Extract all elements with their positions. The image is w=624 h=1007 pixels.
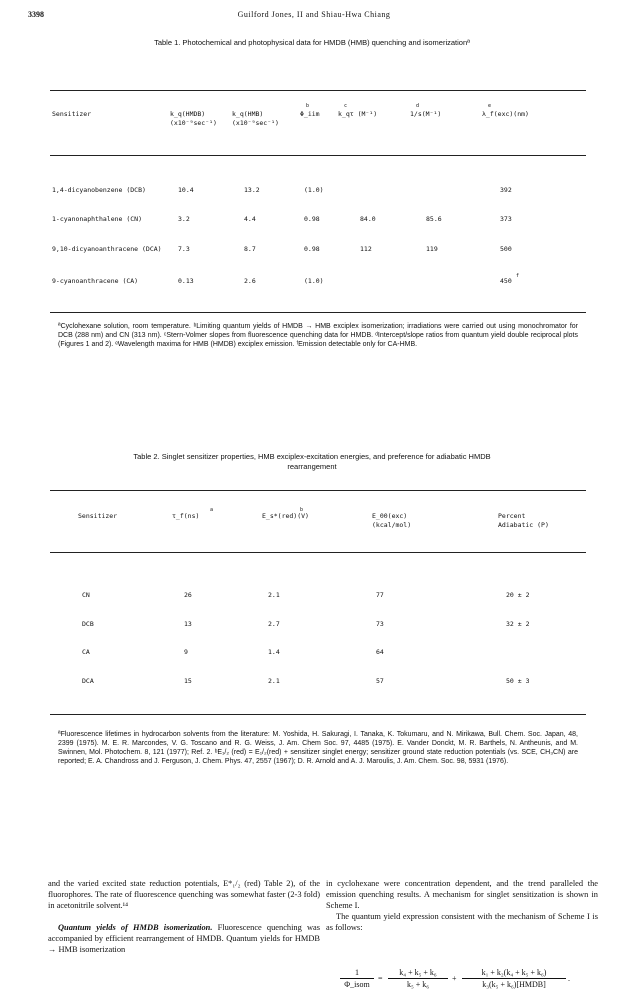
t1-cell-sensitizer: 9-cyanoanthracene (CA) <box>52 277 139 285</box>
t2-cell-e00: 64 <box>376 648 384 656</box>
t1-cell-sensitizer: 1,4-dicyanobenzene (DCB) <box>52 186 146 194</box>
equation-equals: = <box>378 974 383 983</box>
t1-cell-inv_s: 119 <box>426 245 438 253</box>
equation-fraction-2-numerator: k₁ + k₂(k₄ + k₅ + k₆) <box>462 968 566 979</box>
running-head: Guilford Jones, II and Shiau-Hwa Chiang <box>237 10 391 19</box>
table2-caption-line1: Table 2. Singlet sensitizer properties, HMB exciplex-excitation energies, and preference for adiabatic HMDB <box>133 452 491 461</box>
t2-cell-percent: 32 ± 2 <box>506 620 530 628</box>
t1-column-header-footnote-mark: b <box>306 103 310 109</box>
t1-column-header: Φ_iim <box>300 110 320 118</box>
t1-cell-sensitizer: 1-cyanonaphthalene (CN) <box>52 215 143 223</box>
t1-column-header: Sensitizer <box>52 110 92 118</box>
page-header <box>28 10 600 24</box>
t1-cell-phi: 0.98 <box>304 215 320 223</box>
body-column-right <box>326 878 598 933</box>
t1-column-header: λ_f(exc)(nm) <box>482 110 529 118</box>
t1-column-header-mark <box>344 102 347 113</box>
table2-caption <box>60 452 564 472</box>
t1-column-header-line2: (x10⁻⁹sec⁻¹) <box>170 119 217 127</box>
t1-cell-phi: (1.0) <box>304 186 324 194</box>
t2-cell-sensitizer: DCA <box>82 677 94 685</box>
table1-top-rule <box>50 90 586 91</box>
t2-column-header-mark: b <box>300 507 304 513</box>
t1-cell-kq_hmdb: 3.2 <box>178 215 190 223</box>
t1-cell-kq_hmb: 4.4 <box>244 215 256 223</box>
t1-cell-kq_hmb: 2.6 <box>244 277 256 285</box>
t2-cell-e_red: 2.1 <box>268 677 280 685</box>
t1-cell-phi: 0.98 <box>304 245 320 253</box>
t1-cell-kqtau: 112 <box>360 245 372 253</box>
table2-header-rule <box>50 552 586 553</box>
t2-column-header: Sensitizer <box>78 512 118 520</box>
table1-footnote: ªCyclohexane solution, room temperature. ᵇLimiting quantum yields of HMDB → HMB exciplex isomerization; irradiations were carried out using monochromator for DCB (288 nm) and CN (313 nm). ᶜStern-Volmer slopes from fluorescence quenching data for HMDB. ᵈIntercept/slope ratios from quantum yield double reciprocal plots (Figures 1 and 2). ᵉWavelength maxima for HMB (HMDB) exciplex emission. ᶠEmission detectable only for CA-HMB. <box>58 323 578 348</box>
t1-cell-phi: (1.0) <box>304 277 324 285</box>
t1-column-header-mark <box>306 102 309 113</box>
t2-column-header: τ_f(ns) <box>172 512 200 520</box>
t2-cell-e_red: 2.7 <box>268 620 280 628</box>
table2-caption-line2: rearrangement <box>287 462 337 471</box>
t1-column-header: k_q(HMB) <box>232 110 264 118</box>
t2-column-header-line2: Adiabatic (P) <box>498 521 549 529</box>
t1-column-header: k_q(HMDB) <box>170 110 206 118</box>
body-paragraph-text: Fluorescence quenching was accompanied by efficient rearrangement of HMDB. Quantum yields for HMDB → HMB isomerization <box>48 923 320 954</box>
t1-cell-lambda: 500 <box>500 245 512 253</box>
table2-bottom-rule <box>50 714 586 715</box>
t1-cell-lambda: 450 <box>500 277 512 285</box>
t2-cell-tau: 15 <box>184 677 192 685</box>
body-paragraph: in cyclohexane were concentration dependent, and the trend paralleled the emission quenching results. A mechanism for singlet sensitization is shown in Scheme I. <box>326 879 598 910</box>
t2-cell-tau: 13 <box>184 620 192 628</box>
table1-header-rule <box>50 155 586 156</box>
body-paragraph: The quantum yield expression consistent with the mechanism of Scheme I is as follows: <box>326 912 598 932</box>
t1-column-header-footnote-mark: d <box>416 103 420 109</box>
table1-bottom-rule <box>50 312 586 313</box>
t1-column-header: k_qτ (M⁻¹) <box>338 110 378 118</box>
t2-cell-sensitizer: CN <box>82 591 90 599</box>
t2-cell-tau: 26 <box>184 591 192 599</box>
t2-column-header-mark: a <box>210 507 214 513</box>
body-column-left <box>48 878 320 955</box>
equation-lhs <box>340 968 374 989</box>
equation-fraction-1 <box>388 968 448 989</box>
page-number: 3398 <box>28 10 44 19</box>
t1-cell-lambda: 373 <box>500 215 512 223</box>
t1-cell-kq_hmb: 8.7 <box>244 245 256 253</box>
table2-top-rule <box>50 490 586 491</box>
t1-cell-kq_hmdb: 7.3 <box>178 245 190 253</box>
t1-cell-lambda: 392 <box>500 186 512 194</box>
t2-cell-e00: 57 <box>376 677 384 685</box>
t1-cell-kqtau: 84.0 <box>360 215 376 223</box>
t1-cell-kq_hmb: 13.2 <box>244 186 260 194</box>
section-run-in-heading: Quantum yields of HMDB isomerization. <box>58 923 213 932</box>
equation-fraction-2 <box>462 968 566 989</box>
equation-lhs-numerator: 1 <box>340 968 374 979</box>
t2-cell-e_red: 2.1 <box>268 591 280 599</box>
table2-footnote: ªFluorescence lifetimes in hydrocarbon solvents from the literature: M. Yoshida, H. Sakuragi, I. Tanaka, K. Tokumaru, and N. Mirikawa, Bull. Chem. Soc. Japan, 48, 2399 (1975). M. E. R. Marcondes, V. G. Toscano and R. G. Weiss, J. Am. Chem Soc. 97, 4485 (1975). E. Vander Donckt, M. R. Barthels, N. Antheunis, and M. Swinnen, Mol. Photochem. 8, 121 (1977); Ref. 2. ᵇE₁/₂ (red) = E₁/₂(red) + sensitizer singlet energy; sensitizer ground state reduction potentials (vs. SCE, CH₃CN) are reported; E. A. Chandross and J. Ferguson, J. Chem. Phys. 47, 2557 (1967); D. R. Arnold and A. J. Maroulis, J. Am. Chem. Soc. 98, 5931 (1976). <box>58 731 578 765</box>
t2-cell-e00: 77 <box>376 591 384 599</box>
t2-cell-sensitizer: CA <box>82 648 90 656</box>
equation-period: . <box>568 974 570 983</box>
t2-cell-e_red: 1.4 <box>268 648 280 656</box>
quantum-yield-equation <box>340 968 612 996</box>
t1-column-header: 1/s(M⁻¹) <box>410 110 442 118</box>
table1-caption: Table 1. Photochemical and photophysical data for HMDB (HMB) quenching and isomerizationª <box>154 38 470 47</box>
t2-cell-e00: 73 <box>376 620 384 628</box>
t1-lambda-footnote-mark: f <box>516 273 520 279</box>
equation-lhs-denominator: Φ_isom <box>344 980 370 989</box>
t2-column-header: E_00(exc) <box>372 512 408 520</box>
body-paragraph: and the varied excited state reduction potentials, E*₁/₂ (red) Table 2), of the fluorophores. The rate of fluorescence quenching was somewhat faster (2-3 fold) in acetonitrile solvent.¹⁴ <box>48 879 320 910</box>
equation-fraction-1-denominator: k₅ + k₆ <box>406 980 430 989</box>
body-paragraph-quantum-yields <box>48 922 320 955</box>
equation-fraction-1-numerator: k₄ + k₅ + k₆ <box>388 968 448 979</box>
equation-fraction-2-denominator: k₃(k₅ + k₆)[HMDB] <box>482 980 546 989</box>
t1-cell-kq_hmdb: 0.13 <box>178 277 194 285</box>
t1-cell-sensitizer: 9,10-dicyanoanthracene (DCA) <box>52 245 162 253</box>
t1-column-header-footnote-mark: e <box>488 103 492 109</box>
t2-cell-tau: 9 <box>184 648 188 656</box>
t2-cell-percent: 20 ± 2 <box>506 591 530 599</box>
t1-cell-kq_hmdb: 10.4 <box>178 186 194 194</box>
t1-column-header-line2: (x10⁻⁹sec⁻¹) <box>232 119 279 127</box>
t1-cell-inv_s: 85.6 <box>426 215 442 223</box>
t2-column-header: E_s*(red)(V) <box>262 512 309 520</box>
t2-column-header: Percent <box>498 512 526 520</box>
t2-cell-sensitizer: DCB <box>82 620 94 628</box>
t1-column-header-footnote-mark: c <box>344 103 348 109</box>
equation-plus: + <box>452 974 457 983</box>
t2-cell-percent: 50 ± 3 <box>506 677 530 685</box>
t1-column-header-mark <box>488 102 491 113</box>
t1-column-header-mark <box>416 102 419 113</box>
t2-column-header-line2: (kcal/mol) <box>372 521 412 529</box>
